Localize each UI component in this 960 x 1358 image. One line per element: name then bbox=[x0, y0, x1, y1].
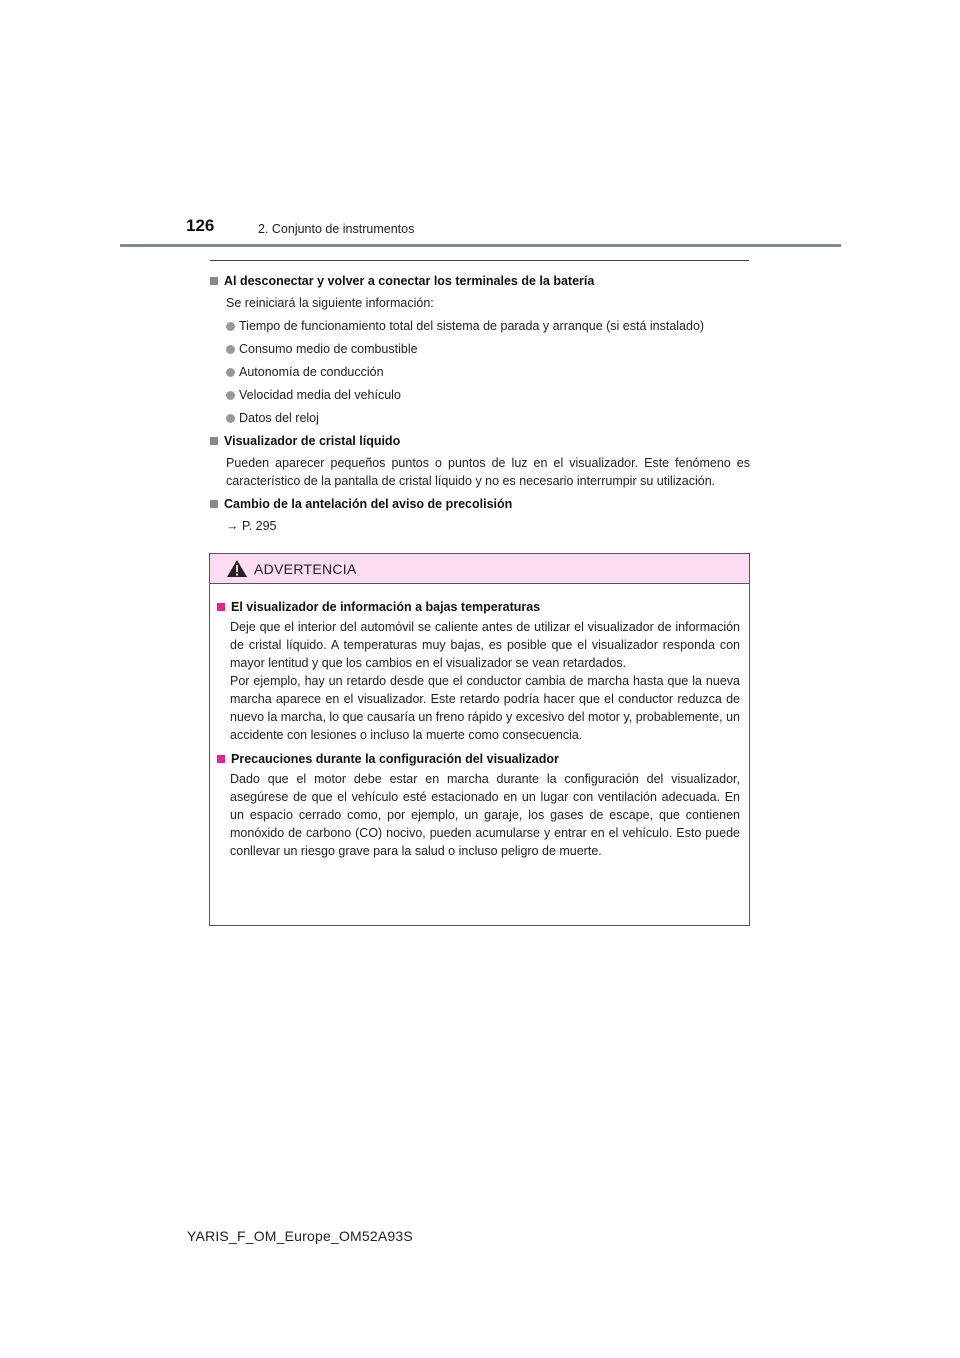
page-reference-link[interactable]: → P. 295 bbox=[226, 519, 277, 533]
warning-heading-low-temp: El visualizador de información a bajas temperaturas bbox=[217, 598, 740, 616]
list-item: Consumo medio de combustible bbox=[226, 340, 750, 358]
warning-paragraph: Dado que el motor debe estar en marcha durante la configuración del visualizador, asegúrese de que el vehículo esté estacionado en un lugar con ventilación adecuada. En un espacio cerrado como, por ejemplo, un garaje, los gases de escape, que contienen monóxido de carbono (CO) nocivo, pueden acumularse y entrar en el vehículo. Esto puede conllevar un riesgo grave para la salud o incluso peligro de muerte. bbox=[230, 772, 740, 858]
circle-bullet-icon bbox=[226, 414, 235, 423]
square-bullet-icon bbox=[210, 437, 218, 445]
list-item: Velocidad media del vehículo bbox=[226, 386, 750, 404]
list-item: Tiempo de funcionamiento total del sistema de parada y arranque (si está instalado) bbox=[226, 317, 750, 335]
warning-heading-setup: Precauciones durante la configuración del visualizador bbox=[217, 750, 740, 768]
document-footer: YARIS_F_OM_Europe_OM52A93S bbox=[187, 1228, 413, 1244]
warning-paragraph: Por ejemplo, hay un retardo desde que el conductor cambia de marcha hasta que la nueva marcha aparece en el visualizador. Este retardo podría hacer que el conductor reduzca de nuevo la marcha, lo que causaría un freno rápido y excesivo del motor y, probablemente, un accidente con lesiones o incluso la muerte como consecuencia. bbox=[230, 674, 740, 742]
list-item: Datos del reloj bbox=[226, 409, 750, 427]
circle-bullet-icon bbox=[226, 345, 235, 354]
chapter-title: 2. Conjunto de instrumentos bbox=[258, 222, 415, 236]
circle-bullet-icon bbox=[226, 368, 235, 377]
circle-bullet-icon bbox=[226, 391, 235, 400]
warning-title: ADVERTENCIA bbox=[254, 560, 357, 577]
section-heading-precollision: Cambio de la antelación del aviso de precolisión bbox=[210, 495, 750, 513]
section-heading-lcd: Visualizador de cristal líquido bbox=[210, 432, 750, 450]
warning-triangle-icon bbox=[226, 559, 248, 578]
circle-bullet-icon bbox=[226, 322, 235, 331]
section-text: Pueden aparecer pequeños puntos o puntos de luz en el visualizador. Este fenómeno es característico de la pantalla de cristal líquido y no es necesario interrumpir su utilización. bbox=[226, 456, 750, 488]
square-bullet-icon bbox=[217, 755, 225, 763]
square-bullet-icon bbox=[210, 500, 218, 508]
warning-paragraph: Deje que el interior del automóvil se caliente antes de utilizar el visualizador de información de cristal líquido. A temperaturas muy bajas, es posible que el visualizador responda con mayor lentitud y que los cambios en el visualizador se vean retardados. bbox=[230, 620, 740, 670]
header-rule bbox=[120, 244, 841, 247]
warning-header bbox=[210, 554, 749, 584]
main-content bbox=[210, 268, 750, 535]
warning-box bbox=[209, 553, 750, 926]
section-intro: Se reiniciará la siguiente información: bbox=[226, 296, 434, 310]
section-rule bbox=[210, 260, 749, 261]
warning-body bbox=[210, 584, 749, 860]
page-number: 126 bbox=[186, 216, 215, 235]
section-heading-battery: Al desconectar y volver a conectar los terminales de la batería bbox=[210, 272, 750, 290]
square-bullet-icon bbox=[210, 277, 218, 285]
square-bullet-icon bbox=[217, 603, 225, 611]
list-item: Autonomía de conducción bbox=[226, 363, 750, 381]
